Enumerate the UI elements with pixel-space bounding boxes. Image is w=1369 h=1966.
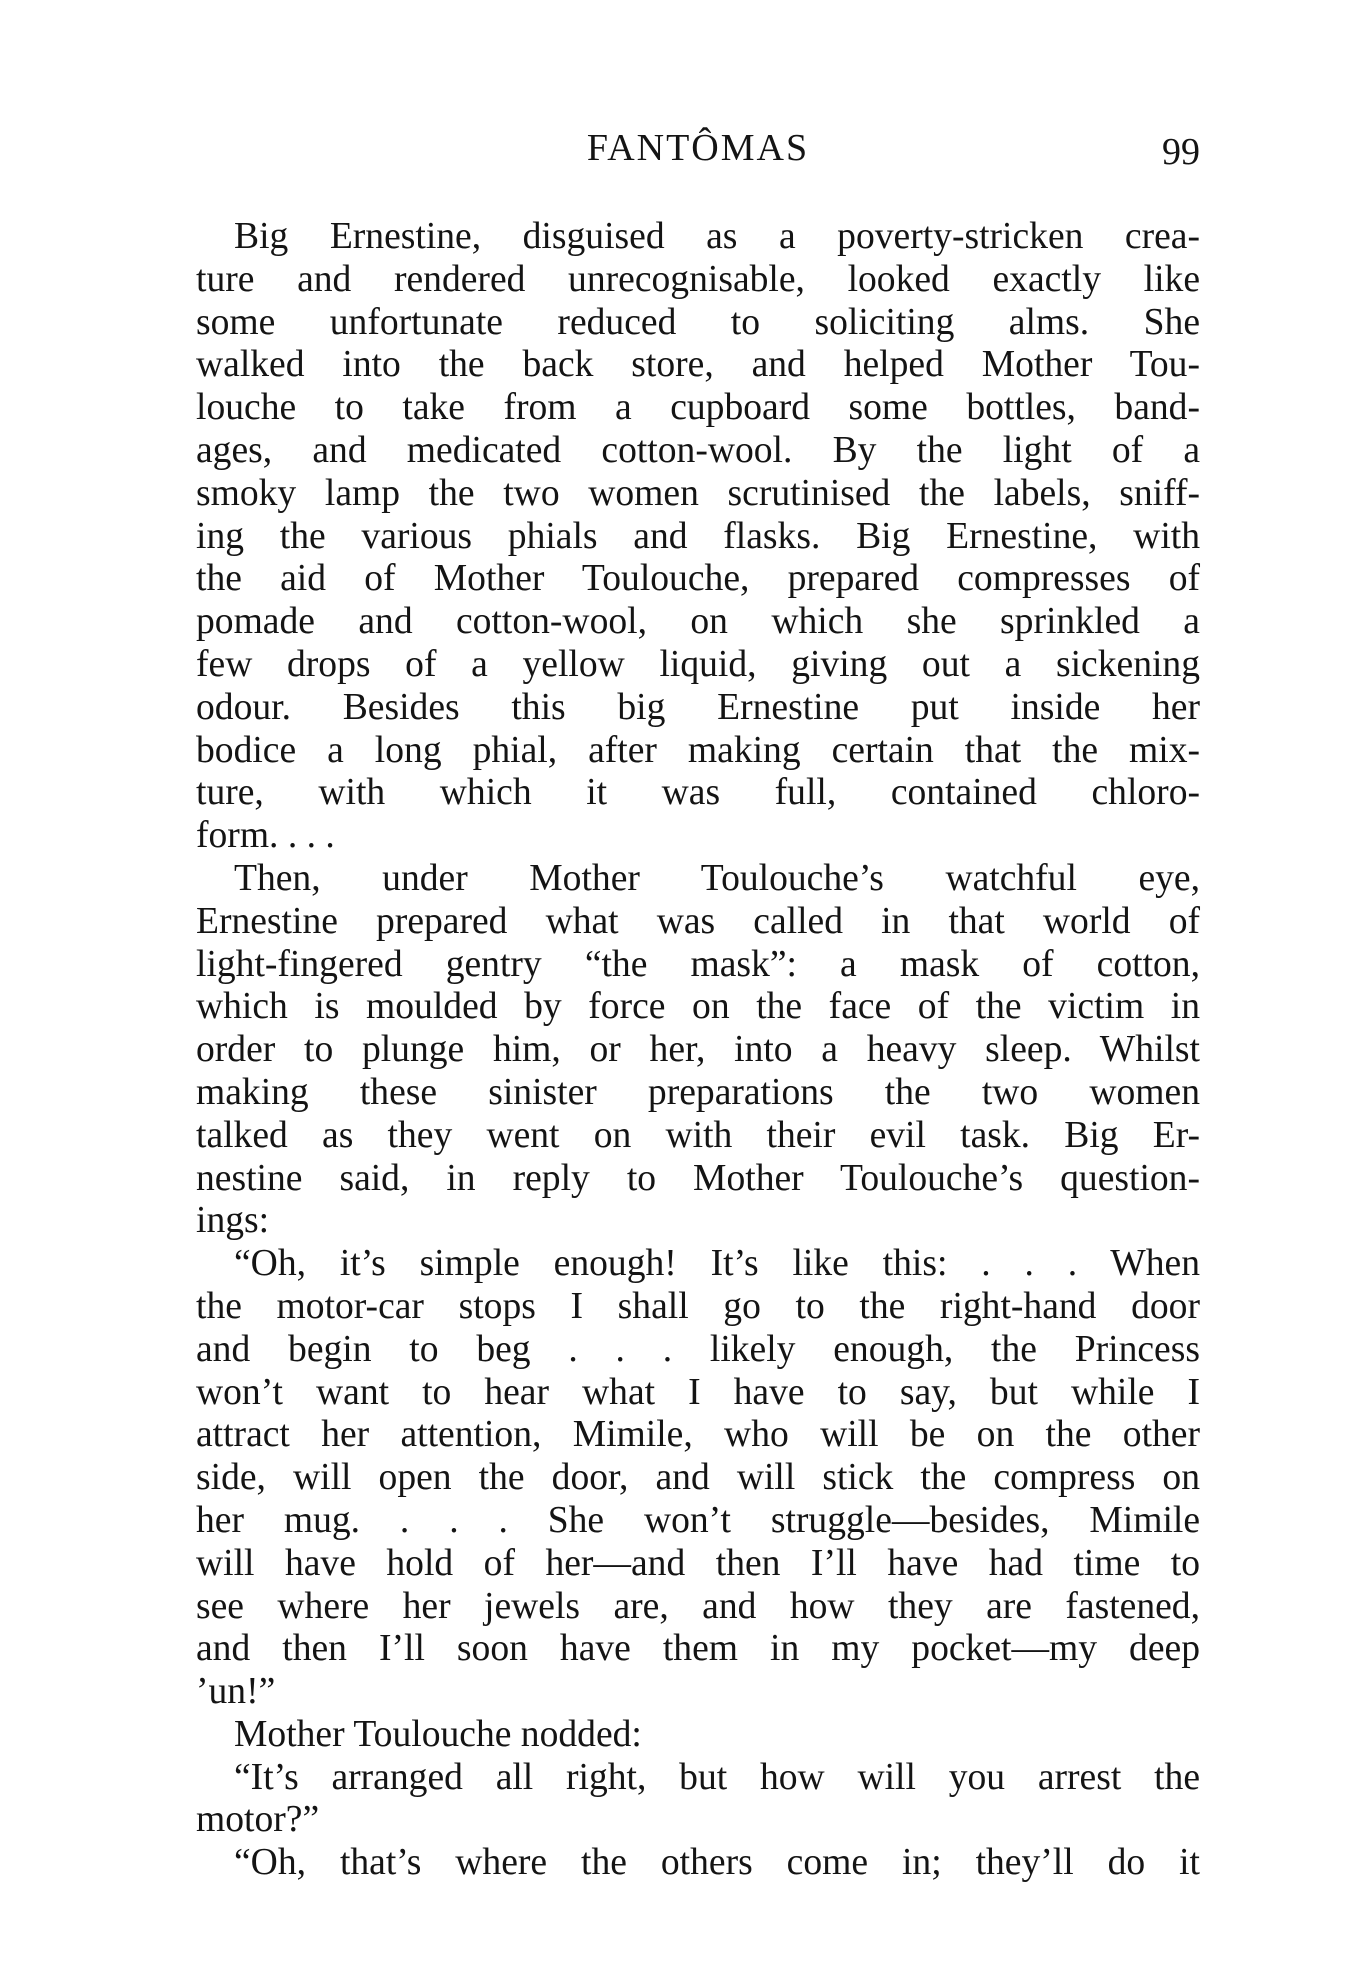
text-line: the motor-car stops I shall go to the right-hand door: [196, 1285, 1200, 1327]
text-line: order to plunge him, or her, into a heavy sleep. Whilst: [196, 1029, 1200, 1071]
text-line: ages, and medicated cotton-wool. By the light of a: [196, 429, 1200, 471]
text-line: will have hold of her—and then I’ll have had time to: [196, 1542, 1200, 1584]
text-line: walked into the back store, and helped Mother Tou-: [196, 344, 1200, 386]
text-line: talked as they went on with their evil task. Big Er-: [196, 1114, 1200, 1156]
text-line: the aid of Mother Toulouche, prepared compresses of: [196, 558, 1200, 600]
text-line: making these sinister preparations the two women: [196, 1071, 1200, 1113]
text-line: her mug. . . . She won’t struggle—besides, Mimile: [196, 1499, 1200, 1541]
text-line: Then, under Mother Toulouche’s watchful eye,: [234, 857, 1200, 899]
text-line: and begin to beg . . . likely enough, the Princess: [196, 1328, 1200, 1370]
text-line: ’un!”: [196, 1671, 276, 1713]
text-line: ture and rendered unrecognisable, looked exactly like: [196, 258, 1200, 300]
paragraph: [196, 216, 1200, 858]
text-line: ing the various phials and flasks. Big Ernestine, with: [196, 515, 1200, 557]
text-line: won’t want to hear what I have to say, but while I: [196, 1371, 1200, 1413]
text-line: Mother Toulouche nodded:: [234, 1713, 642, 1755]
running-title: FANTÔMAS: [586, 127, 810, 169]
page-header: [196, 118, 1200, 178]
paragraph: [196, 1842, 1200, 1885]
text-line: odour. Besides this big Ernestine put inside her: [196, 686, 1200, 728]
text-line: Ernestine prepared what was called in that world of: [196, 900, 1200, 942]
text-line: “Oh, it’s simple enough! It’s like this: . . . When: [234, 1243, 1200, 1285]
text-line: “It’s arranged all right, but how will you arrest the: [234, 1756, 1200, 1798]
text-line: Big Ernestine, disguised as a poverty-stricken crea-: [234, 216, 1200, 257]
page-number: 99: [1162, 131, 1200, 173]
paragraph: [196, 1714, 1200, 1757]
text-line: louche to take from a cupboard some bottles, band-: [196, 387, 1200, 429]
text-line: “Oh, that’s where the others come in; they’ll do it: [234, 1842, 1200, 1884]
text-line: some unfortunate reduced to soliciting alms. She: [196, 301, 1200, 343]
paragraph: [196, 858, 1200, 1243]
text-line: attract her attention, Mimile, who will be on the other: [196, 1414, 1200, 1456]
text-line: light-fingered gentry “the mask”: a mask of cotton,: [196, 943, 1200, 985]
text-line: bodice a long phial, after making certain that the mix-: [196, 729, 1200, 771]
paragraph: [196, 1243, 1200, 1714]
text-line: nestine said, in reply to Mother Toulouche’s question-: [196, 1157, 1200, 1199]
text-line: which is moulded by force on the face of the victim in: [196, 986, 1200, 1028]
body-text: [196, 216, 1200, 1885]
text-line: pomade and cotton-wool, on which she sprinkled a: [196, 601, 1200, 643]
text-line: motor?”: [196, 1799, 320, 1841]
text-line: side, will open the door, and will stick the compress on: [196, 1457, 1200, 1499]
paragraph: [196, 1757, 1200, 1843]
text-line: few drops of a yellow liquid, giving out a sickening: [196, 643, 1200, 685]
text-line: and then I’ll soon have them in my pocket—my deep: [196, 1628, 1200, 1670]
text-line: ings:: [196, 1200, 270, 1242]
text-line: see where her jewels are, and how they are fastened,: [196, 1585, 1200, 1627]
text-line: smoky lamp the two women scrutinised the labels, sniff-: [196, 472, 1200, 514]
text-line: form. . . .: [196, 815, 335, 857]
text-line: ture, with which it was full, contained chloro-: [196, 772, 1200, 814]
